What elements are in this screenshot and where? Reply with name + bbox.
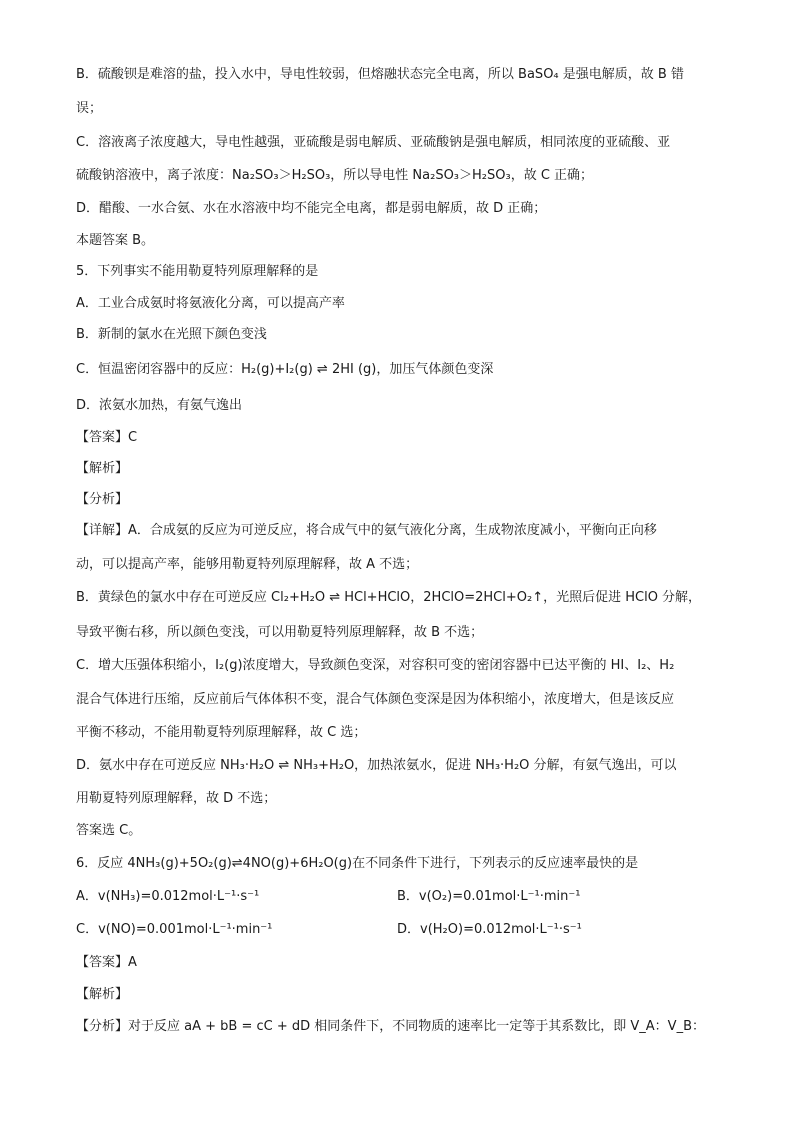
detail-line: 【详解】A．合成氨的反应为可逆反应，将合成气中的氨气液化分离，生成物浓度减小，平衡向正向移 [76,523,657,538]
detail-line: 混合气体进行压缩，反应前后气体体积不变，混合气体颜色变深是因为体积缩小，浓度增大，但是该反应 [76,692,675,707]
analysis-label: 【解析】 [76,461,129,476]
question-5-option-d: D．浓氨水加热，有氨气逸出 [76,398,243,413]
answer-label: 【答案】C [76,430,138,445]
detail-line: C．增大压强体积缩小，I₂(g)浓度增大，导致颜色变深，对容积可变的密闭容器中已达平衡的 HI、I₂、H₂ [76,658,675,673]
text-line: D．醋酸、一水合氨、水在水溶液中均不能完全电离，都是弱电解质，故 D 正确； [76,201,547,216]
text-line: 本题答案 B。 [76,233,155,248]
text-line: B．硫酸钡是难溶的盐，投入水中，导电性较弱，但熔融状态完全电离，所以 BaSO₄ 是强电解质，故 B 错 [76,67,684,82]
detail-line: B．黄绿色的氯水中存在可逆反应 Cl₂+H₂O ⇌ HCl+HClO，2HClO=2HCl+O₂↑，光照后促进 HClO 分解， [76,590,702,605]
detail-line: D．氨水中存在可逆反应 NH₃·H₂O ⇌ NH₃+H₂O，加热浓氨水，促进 NH₃·H₂O 分解，有氨气逸出，可以 [76,758,677,773]
detail-line: 平衡不移动，不能用勒夏特列原理解释，故 C 选； [76,725,367,740]
text-line: 硫酸钠溶液中，离子浓度：Na₂SO₃＞H₂SO₃，所以导电性 Na₂SO₃＞H₂SO₃，故 C 正确； [76,168,594,183]
text-line: C．溶液离子浓度越大，导电性越强，亚硫酸是弱电解质、亚硫酸钠是强电解质，相同浓度的亚硫酸、亚 [76,135,671,150]
question-6-option-a: A．v(NH₃)=0.012mol·L⁻¹·s⁻¹ [76,889,260,904]
answer-label: 【答案】A [76,955,137,970]
question-6-option-b: B．v(O₂)=0.01mol·L⁻¹·min⁻¹ [397,889,581,904]
analysis-label: 【解析】 [76,987,129,1002]
detail-line: 导致平衡右移，所以颜色变浅，可以用勒夏特列原理解释，故 B 不选； [76,625,484,640]
breakdown-line: 【分析】对于反应 aA + bB = cC + dD 相同条件下，不同物质的速率比一定等于其系数比，即 V_A：V_B： [76,1019,705,1034]
question-6-option-c: C．v(NO)=0.001mol·L⁻¹·min⁻¹ [76,922,273,937]
question-5-option-c: C．恒温密闭容器中的反应：H₂(g)+I₂(g) ⇌ 2HI (g)，加压气体颜色变深 [76,362,494,377]
question-5-option-a: A．工业合成氨时将氨液化分离，可以提高产率 [76,296,345,311]
question-5-option-b: B．新制的氯水在光照下颜色变浅 [76,327,267,342]
question-6-stem: 6．反应 4NH₃(g)+5O₂(g)⇌4NO(g)+6H₂O(g)在不同条件下进行，下列表示的反应速率最快的是 [76,856,639,871]
detail-line: 答案选 C。 [76,823,142,838]
question-5-stem: 5．下列事实不能用勒夏特列原理解释的是 [76,264,319,279]
breakdown-label: 【分析】 [76,492,129,507]
text-line: 误； [76,101,103,116]
detail-line: 动，可以提高产率，能够用勒夏特列原理解释，故 A 不选； [76,557,419,572]
detail-line: 用勒夏特列原理解释，故 D 不选； [76,791,277,806]
question-6-option-d: D．v(H₂O)=0.012mol·L⁻¹·s⁻¹ [397,922,582,937]
